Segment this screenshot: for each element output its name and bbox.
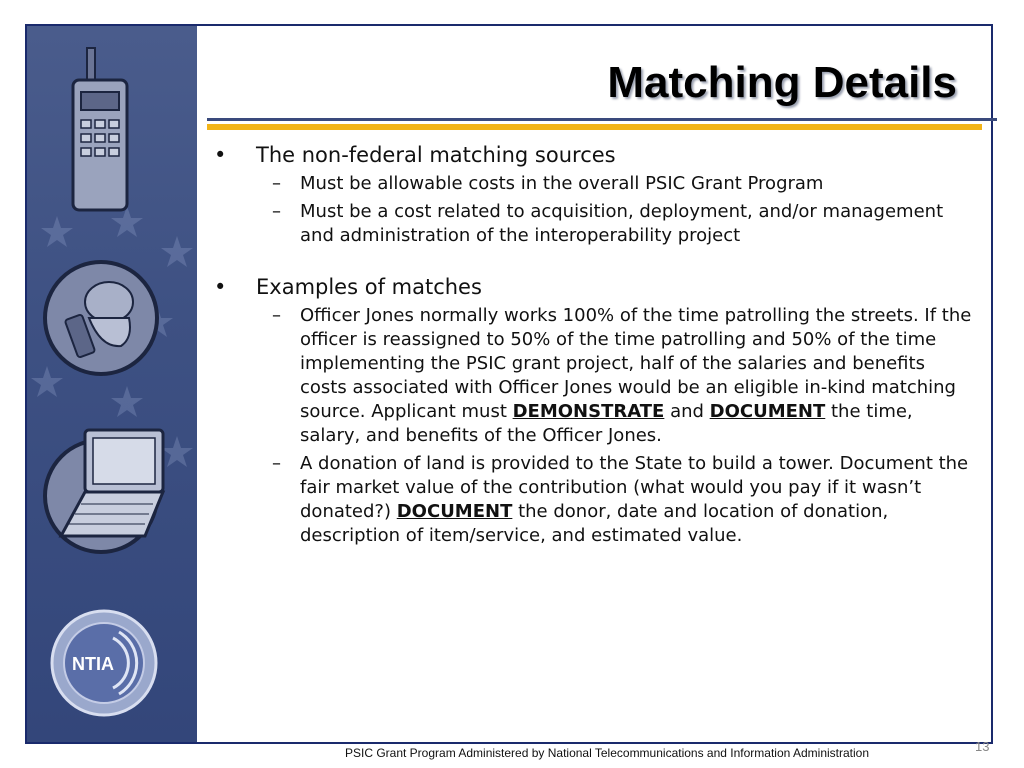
slide-content [214, 142, 974, 548]
page-number: 13 [975, 739, 990, 754]
emphasis-document: DOCUMENT [709, 401, 826, 422]
slide-footer: PSIC Grant Program Administered by National Telecommunications and Information Administration [344, 746, 870, 760]
bullet-matching-sources: • The non-federal matching sources [214, 142, 974, 168]
ntia-seal-icon [49, 608, 159, 718]
bullet-examples-of-matches: • Examples of matches [214, 274, 974, 300]
title-rule-gold [207, 124, 982, 130]
decorative-sidebar [27, 26, 197, 742]
radio-icon [65, 48, 135, 218]
sub-bullet-officer-jones: – Officer Jones normally works 100% of the time patrolling the streets. If the officer is reassigned to 50% of the time patrolling and 50% of the time implementing the PSIC grant project, half of the salaries and benefits costs associated with Officer Jones would be an eligible in-kind matching source. Applicant must DEMONSTRATE and DOCUMENT the time, salary, and benefits of the Officer Jones. [272, 305, 972, 446]
emphasis-document: DOCUMENT [396, 501, 513, 522]
slide-frame [25, 24, 993, 760]
soldier-phone-icon [41, 258, 161, 378]
slide-title: Matching Details [607, 58, 957, 107]
laptop-icon [41, 426, 171, 566]
sub-bullet: – Must be a cost related to acquisition, deployment, and/or management and administration of the interoperability project [272, 201, 944, 246]
sub-bullet: – Must be allowable costs in the overall PSIC Grant Program [272, 173, 824, 194]
ntia-logo-text: NTIA [72, 654, 114, 674]
emphasis-demonstrate: DEMONSTRATE [512, 401, 665, 422]
title-rule-blue [207, 118, 997, 121]
sub-bullet-land-donation: – A donation of land is provided to the State to build a tower. Document the fair market value of the contribution (what would you pay if it wasn’t donated?) DOCUMENT the donor, date and location of donation, description of item/service, and estimated value. [272, 453, 969, 546]
